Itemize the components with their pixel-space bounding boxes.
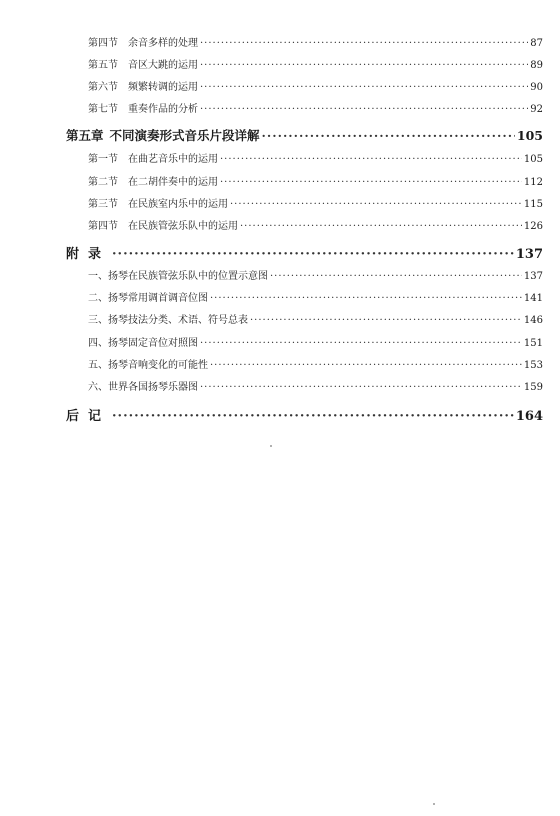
section-number: 第一节 [88,154,118,165]
section-number: 第三节 [88,199,118,210]
section-title: 在民族室内乐中的运用 [128,199,228,210]
toc-appendix-item[interactable] [88,356,543,371]
dot-leader [200,60,528,71]
section-title: 在二胡伴奏中的运用 [128,177,218,188]
section-title: 在民族管弦乐队中的运用 [128,221,238,232]
toc-section-row[interactable] [88,78,543,93]
dot-leader [200,104,528,115]
toc-section-row[interactable] [88,56,543,71]
section-number: 第五节 [88,60,118,71]
page-number: 159 [523,382,543,393]
page-number: 90 [530,82,543,93]
dot-leader [210,360,522,371]
section-number: 第四节 [88,38,118,49]
page-number: 141 [523,293,543,304]
page-number: 153 [523,360,543,371]
section-number: 第六节 [88,82,118,93]
section-number: 第七节 [88,104,118,115]
section-title: 重奏作品的分析 [128,104,198,115]
dot-leader [200,338,522,349]
toc-chapter-row[interactable] [66,126,543,144]
dot-leader [200,38,528,49]
chapter-number: 第五章 [66,128,104,143]
page-number: 112 [523,177,543,188]
toc-section-row[interactable] [88,173,543,188]
section-title: 余音多样的处理 [128,38,198,49]
dot-leader [200,82,528,93]
page-number: 115 [523,199,543,210]
page-number: 105 [516,128,543,143]
toc-section-row[interactable] [88,100,543,115]
toc-appendix-item[interactable] [88,267,543,282]
toc-section-row[interactable] [88,150,543,165]
section-number: 第四节 [88,221,118,232]
section-title: 频繁转调的运用 [128,82,198,93]
afterword-title: 后记 [66,409,111,424]
dot-leader [270,271,522,282]
toc-appendix-item[interactable] [88,289,543,304]
appendix-item-title: 四、扬琴固定音位对照图 [88,338,198,349]
page-number: 137 [515,247,543,262]
page-number: 151 [523,338,543,349]
toc-appendix-item[interactable] [88,334,543,349]
dot-leader [250,315,522,326]
scan-speck [270,445,272,447]
dot-leader [112,247,514,262]
dot-leader [112,409,514,424]
dot-leader [210,293,522,304]
appendix-item-title: 二、扬琴常用调首调音位图 [88,293,208,304]
page-number: 126 [523,221,543,232]
section-title: 在曲艺音乐中的运用 [128,154,218,165]
page-number: 146 [523,315,543,326]
page-number: 164 [515,409,543,424]
toc-section-row[interactable] [88,217,543,232]
page-number: 137 [523,271,543,282]
dot-leader [230,199,522,210]
dot-leader [262,128,515,143]
toc-appendix-item[interactable] [88,311,543,326]
toc-section-row[interactable] [88,34,543,49]
page-number: 89 [530,60,543,71]
dot-leader [240,221,522,232]
section-number: 第二节 [88,177,118,188]
page-number: 92 [530,104,543,115]
dot-leader [220,154,522,165]
scan-speck [433,803,435,805]
toc-section-row[interactable] [88,195,543,210]
toc-appendix-item[interactable] [88,378,543,393]
chapter-title: 不同演奏形式音乐片段详解 [109,128,260,143]
page-number: 105 [523,154,543,165]
toc-afterword-row[interactable] [66,405,543,424]
toc-appendix-row[interactable] [66,243,543,262]
appendix-item-title: 六、世界各国扬琴乐器图 [88,382,198,393]
dot-leader [200,382,522,393]
section-title: 音区大跳的运用 [128,60,198,71]
appendix-title: 附录 [66,247,111,262]
appendix-item-title: 一、扬琴在民族管弦乐队中的位置示意图 [88,271,268,282]
page-number: 87 [530,38,543,49]
dot-leader [220,177,522,188]
appendix-item-title: 五、扬琴音响变化的可能性 [88,360,208,371]
appendix-item-title: 三、扬琴技法分类、术语、符号总表 [88,315,248,326]
